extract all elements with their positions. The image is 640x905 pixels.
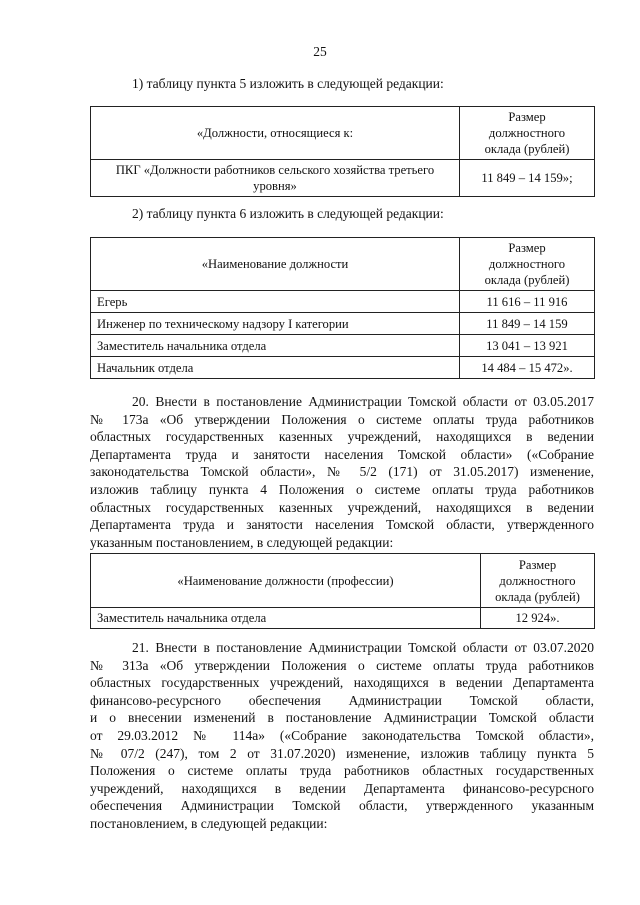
paragraph-line: указанным постановлением, в следующей редакции: [90,534,394,550]
table-row [91,313,595,335]
header-salary-line: оклада (рублей) [495,589,580,604]
paragraph-line: № 07/2 (247), том 2 от 31.07.2020) изменение, изложив таблицу пункта 5 [90,745,594,761]
header-salary-line: должностного [488,257,566,271]
paragraph-line: Департамента труда и занятости населения Томской области» («Собрание [90,446,594,462]
header-salary-cell [460,238,595,291]
row-name-cell [91,160,460,197]
paragraph-line: обеспечения Администрации Томской области, утвержденного указанным [90,798,594,814]
row-name-cell: Заместитель начальника отдела [91,335,460,357]
table-row [91,335,595,357]
paragraph-line: 21. Внести в постановление Администрации Томской области от 03.07.2020 [132,640,594,655]
paragraph-line: от 29.03.2012 № 114а» («Собрание законодательства Томской области», [90,727,594,743]
header-salary-line: оклада (рублей) [484,273,570,287]
header-salary-line: Размер [508,110,546,124]
header-name-cell: «Наименование должности (профессии) [91,554,481,608]
row-name-line: ПКГ «Должности работников сельского хозяйства третьего [115,163,435,177]
paragraph-line: постановлением, в следующей редакции: [90,815,328,831]
row-salary-cell: 12 924». [481,608,595,629]
table-header-row [91,554,595,608]
row-salary-cell: 11 616 – 11 916 [460,291,595,313]
table-header-row [91,238,595,291]
row-name-cell: Инженер по техническому надзору I категории [91,313,460,335]
paragraph-21 [90,639,594,833]
paragraph-line: Положения о системе оплаты труда работников областных государственных [90,763,594,779]
row-name-cell: Егерь [91,291,460,313]
paragraph-line: областных государственных казенных учреждений, находящихся в ведении [90,429,594,445]
item2-intro: 2) таблицу пункта 6 изложить в следующей редакции: [132,206,444,221]
header-name-cell: «Должности, относящиеся к: [91,107,460,160]
table-item2 [90,237,595,379]
paragraph-line: № 313а «Об утверждении Положения о системе оплаты труда работников [90,657,594,673]
header-salary-line: Размер [508,241,546,255]
paragraph-line: № 173а «Об утверждении Положения о системе оплаты труда работников [90,411,594,427]
header-salary-line: должностного [488,126,566,140]
header-salary-cell [481,554,595,608]
paragraph-20 [90,393,594,551]
header-salary-line: оклада (рублей) [484,142,570,156]
paragraph-line: Департамента труда и занятости населения Томской области, утвержденного [90,517,594,533]
paragraph-line: финансово-ресурсного обеспечения Администрации Томской области, [90,692,594,708]
table-header-row [91,107,595,160]
header-salary-cell [460,107,595,160]
table-row [91,608,595,629]
row-salary-cell: 11 849 – 14 159 [460,313,595,335]
table-row [91,291,595,313]
page-number: 25 [313,44,327,59]
header-salary-line: должностного [499,573,576,588]
paragraph-line: областных государственных казенных учреждений, находящихся в ведении [90,499,594,515]
table-item20 [90,553,595,629]
paragraph-line: законодательства Томской области», № 5/2 (171) от 31.05.2017) изменение, [90,464,594,480]
row-salary-cell: 11 849 – 14 159»; [460,160,595,197]
paragraph-line: областных государственных учреждений, находящихся в ведении Департамента [90,675,594,691]
paragraph-line: учреждений, находящихся в ведении Департамента финансово-ресурсного [90,780,594,796]
paragraph-line: и о внесении изменений в постановление Администрации Томской области [90,710,594,726]
table-item1 [90,106,595,197]
row-name-cell: Начальник отдела [91,357,460,379]
table-row [91,160,595,197]
table-row [91,357,595,379]
row-salary-cell: 14 484 – 15 472». [460,357,595,379]
paragraph-line: изложив таблицу пункта 4 Положения о системе оплаты труда работников [90,481,594,497]
row-name-cell: Заместитель начальника отдела [91,608,481,629]
header-name-cell: «Наименование должности [91,238,460,291]
item1-intro: 1) таблицу пункта 5 изложить в следующей редакции: [132,76,444,91]
header-salary-line: Размер [518,557,557,572]
row-salary-cell: 13 041 – 13 921 [460,335,595,357]
paragraph-line: 20. Внести в постановление Администрации Томской области от 03.05.2017 [132,394,594,409]
row-name-line: уровня» [253,179,297,193]
